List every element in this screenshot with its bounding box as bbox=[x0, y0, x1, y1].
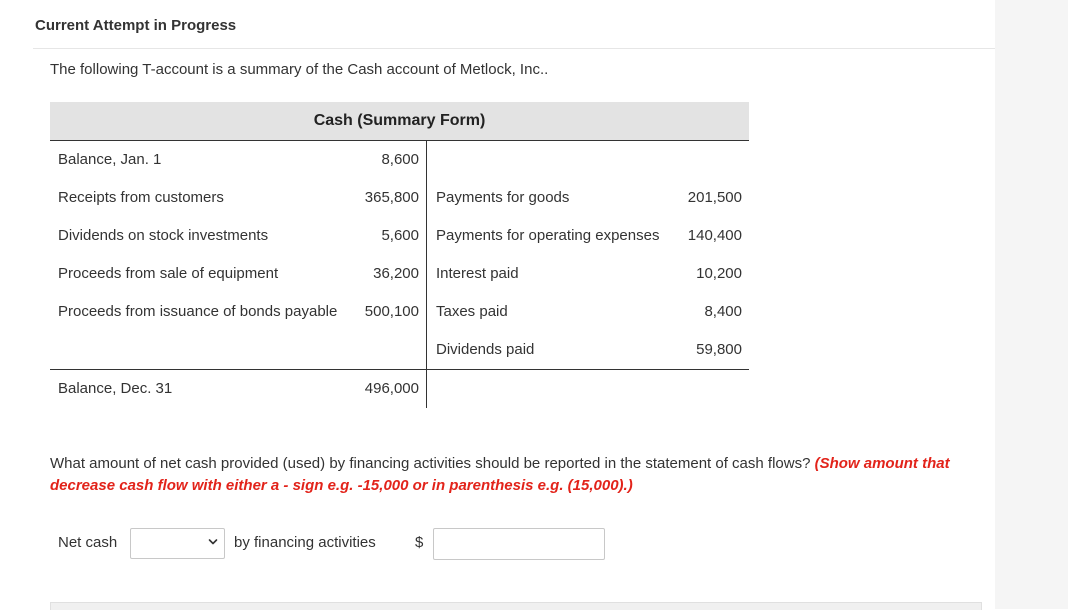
credit-label-dividends-paid: Dividends paid bbox=[436, 341, 535, 358]
debit-label-dividends-investments: Dividends on stock investments bbox=[58, 227, 269, 244]
ending-balance-label: Balance, Dec. 31 bbox=[58, 380, 173, 397]
net-cash-label: Net cash bbox=[58, 534, 118, 551]
page-title: Current Attempt in Progress bbox=[35, 17, 237, 34]
credit-amount-operating-expenses: 140,400 bbox=[687, 227, 742, 244]
t-account-total-line bbox=[50, 369, 749, 370]
question-text bbox=[50, 453, 980, 497]
intro-text: The following T-account is a summary of the Cash account of Metlock, Inc.. bbox=[50, 61, 549, 78]
header-divider bbox=[33, 48, 995, 49]
credit-label-taxes-paid: Taxes paid bbox=[436, 303, 508, 320]
chevron-down-icon bbox=[208, 537, 218, 547]
amount-input[interactable] bbox=[433, 528, 605, 560]
ending-balance-amount: 496,000 bbox=[364, 380, 419, 397]
by-financing-label: by financing activities bbox=[234, 534, 376, 551]
debit-label-sale-equipment: Proceeds from sale of equipment bbox=[58, 265, 279, 282]
debit-amount-sale-equipment: 36,200 bbox=[373, 265, 419, 282]
credit-amount-interest-paid: 10,200 bbox=[696, 265, 742, 282]
debit-label-bonds-issued: Proceeds from issuance of bonds payable bbox=[58, 303, 338, 320]
provided-used-select[interactable] bbox=[130, 528, 225, 559]
currency-symbol: $ bbox=[415, 534, 424, 551]
t-account-title: Cash (Summary Form) bbox=[50, 102, 749, 141]
credit-amount-dividends-paid: 59,800 bbox=[696, 341, 742, 358]
debit-label-balance-jan: Balance, Jan. 1 bbox=[58, 151, 162, 168]
debit-amount-dividends-investments: 5,600 bbox=[381, 227, 419, 244]
debit-amount-balance-jan: 8,600 bbox=[381, 151, 419, 168]
credit-amount-taxes-paid: 8,400 bbox=[704, 303, 742, 320]
credit-label-interest-paid: Interest paid bbox=[436, 265, 519, 282]
question-prompt: What amount of net cash provided (used) by financing activities should be reported in the statement of cash flows? bbox=[50, 455, 815, 472]
credit-label-payments-goods: Payments for goods bbox=[436, 189, 570, 206]
t-account-vertical-line bbox=[426, 141, 427, 408]
debit-label-receipts: Receipts from customers bbox=[58, 189, 224, 206]
page-gutter bbox=[995, 0, 1068, 609]
question-hint: (Show amount that decrease cash flow with either a - sign e.g. -15,000 or in parenthesis e.g. (15,000).) bbox=[50, 455, 950, 494]
credit-amount-payments-goods: 201,500 bbox=[687, 189, 742, 206]
cash-t-account bbox=[50, 102, 749, 408]
debit-amount-bonds-issued: 500,100 bbox=[364, 303, 419, 320]
credit-label-operating-expenses: Payments for operating expenses bbox=[436, 227, 660, 244]
debit-amount-receipts: 365,800 bbox=[364, 189, 419, 206]
